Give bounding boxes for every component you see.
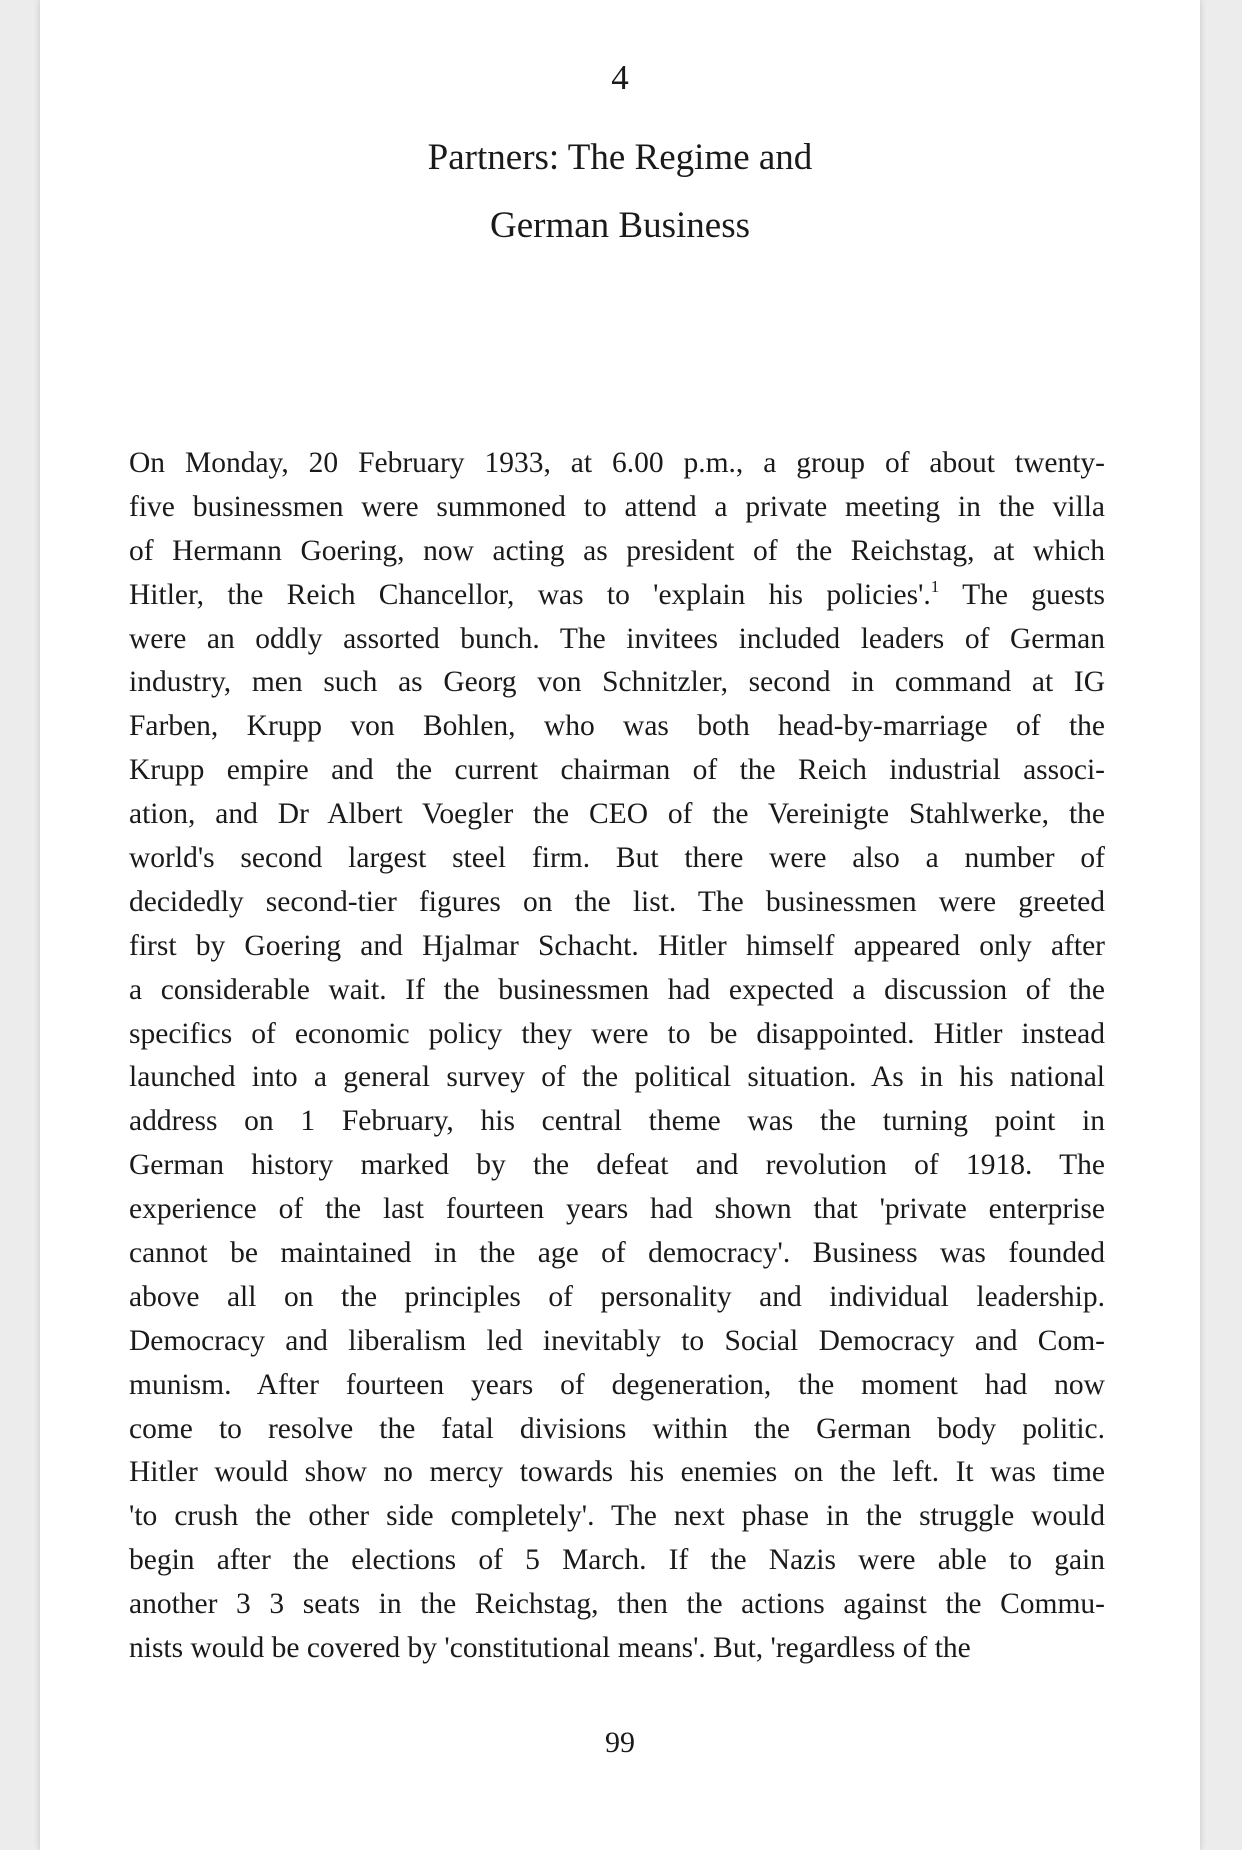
text-line: experience of the last fourteen years had shown that 'private enterprise (129, 1193, 1105, 1226)
text-line: address on 1 February, his central theme was the turning point in (129, 1105, 1105, 1138)
text-line: of Hermann Goering, now acting as president of the Reichstag, at which (129, 534, 1105, 567)
text-line: first by Goering and Hjalmar Schacht. Hitler himself appeared only after (129, 929, 1105, 962)
text-segment: Hitler, the Reich Chancellor, was to 'explain his policies'. (129, 578, 931, 611)
text-line: above all on the principles of personality and individual leadership. (129, 1280, 1105, 1313)
text-line-with-footnote (129, 574, 1105, 618)
text-line: 'to crush the other side completely'. The next phase in the struggle would (129, 1500, 1105, 1533)
text-line: decidedly second-tier figures on the list. The businessmen were greeted (129, 885, 1105, 918)
text-segment: The guests (939, 578, 1105, 611)
text-line: Farben, Krupp von Bohlen, who was both head-by-marriage of the (129, 710, 1105, 743)
chapter-number: 4 (611, 58, 629, 97)
text-line: Krupp empire and the current chairman of the Reich industrial associ- (129, 754, 1105, 787)
text-line: were an oddly assorted bunch. The invitees included leaders of German (129, 622, 1105, 655)
text-line: nists would be covered by 'constitutional means'. But, 'regardless of the (129, 1632, 971, 1665)
text-line: Democracy and liberalism led inevitably to Social Democracy and Com- (129, 1324, 1105, 1357)
text-line: come to resolve the fatal divisions within the German body politic. (129, 1412, 1105, 1445)
body-paragraph (129, 442, 1105, 1671)
text-line: another 3 3 seats in the Reichstag, then the actions against the Commu- (129, 1588, 1105, 1621)
text-line: cannot be maintained in the age of democracy'. Business was founded (129, 1237, 1105, 1270)
chapter-title (40, 124, 1200, 260)
footnote-marker[interactable]: 1 (930, 576, 940, 596)
text-line: On Monday, 20 February 1933, at 6.00 p.m., a group of about twenty- (129, 447, 1105, 479)
text-line: a considerable wait. If the businessmen had expected a discussion of the (129, 973, 1105, 1006)
text-line: world's second largest steel firm. But there were also a number of (129, 842, 1105, 875)
chapter-title-line-2: German Business (490, 205, 750, 246)
text-line: munism. After fourteen years of degeneration, the moment had now (129, 1368, 1105, 1401)
page-number: 99 (605, 1726, 635, 1759)
text-line: ation, and Dr Albert Voegler the CEO of the Vereinigte Stahlwerke, the (129, 798, 1105, 831)
text-line: launched into a general survey of the political situation. As in his national (129, 1061, 1105, 1094)
book-page (40, 0, 1200, 1850)
text-line: begin after the elections of 5 March. If the Nazis were able to gain (129, 1544, 1105, 1577)
text-line: German history marked by the defeat and revolution of 1918. The (129, 1149, 1105, 1182)
text-line: Hitler would show no mercy towards his enemies on the left. It was time (129, 1456, 1105, 1489)
text-line: industry, men such as Georg von Schnitzler, second in command at IG (129, 666, 1105, 699)
chapter-title-line-1: Partners: The Regime and (427, 137, 813, 178)
text-line: five businessmen were summoned to attend a private meeting in the villa (129, 490, 1105, 523)
text-line: specifics of economic policy they were to be disappointed. Hitler instead (129, 1017, 1105, 1050)
